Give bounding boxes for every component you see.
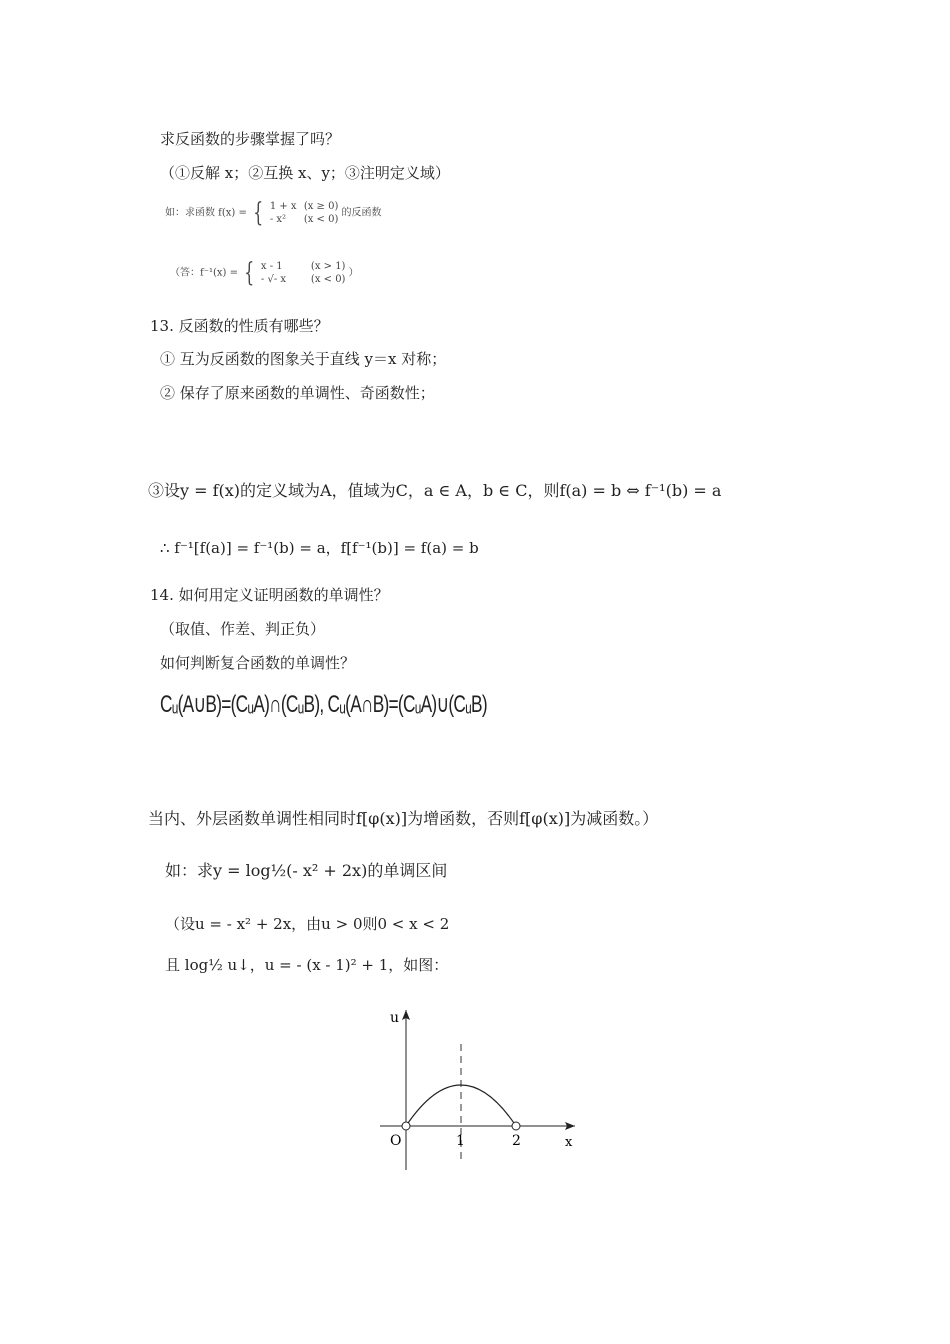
- q12-answer-cond1: (x > 1): [310, 261, 346, 272]
- q12-answer-suffix: ）: [348, 267, 359, 279]
- left-brace-icon: {: [253, 198, 264, 228]
- q13-property-1: ① 互为反函数的图象关于直线 y＝x 对称；: [160, 350, 447, 368]
- left-brace-icon: {: [244, 258, 255, 288]
- composite-example: 如：求y = log½(- x² + 2x)的单调区间: [165, 861, 448, 880]
- q12-example-case2: - x²: [269, 214, 287, 225]
- u-axis-label: u: [390, 1010, 400, 1026]
- q12-question: 求反函数的步骤掌握了吗？: [160, 130, 341, 148]
- solution-line-2: 且 log½ u↓，u = - (x - 1)² + 1，如图：: [165, 956, 449, 974]
- q13-property-2: ② 保存了原来函数的单调性、奇函数性；: [160, 384, 435, 402]
- composite-rule: 当内、外层函数单调性相同时f[φ(x)]为增函数，否则f[φ(x)]为减函数。）: [148, 809, 659, 828]
- q14-title: 14. 如何用定义证明函数的单调性？: [150, 586, 389, 604]
- q12-example-cond2: (x < 0): [303, 214, 339, 225]
- q12-answer: [170, 260, 359, 286]
- q13-title: 13. 反函数的性质有哪些？: [150, 317, 329, 335]
- x-axis-label: x: [565, 1135, 573, 1150]
- q12-example-cases: [270, 200, 339, 226]
- q12-example-suffix: 的反函数: [341, 207, 382, 219]
- tick-label-1: 1: [456, 1133, 465, 1149]
- q12-answer-prefix: （答：f⁻¹(x) =: [170, 267, 238, 279]
- q12-answer-cases: [261, 260, 346, 286]
- q12-example-cond1: (x ≥ 0): [303, 201, 339, 212]
- open-point-origin: [402, 1122, 410, 1130]
- parabola-graph: [360, 1000, 600, 1180]
- q12-answer-case2: - √- x: [260, 274, 287, 285]
- tick-label-2: 2: [512, 1133, 521, 1149]
- q14-answer: （取值、作差、判正负）: [160, 620, 326, 638]
- q12-steps: （①反解 x；②互换 x、y；③注明定义域）: [160, 164, 450, 182]
- origin-label: O: [390, 1133, 402, 1149]
- q12-answer-cond2: (x < 0): [310, 274, 346, 285]
- q12-answer-case1: x - 1: [260, 261, 283, 272]
- q14-composite-question: 如何判断复合函数的单调性？: [160, 654, 356, 672]
- q13-property-3: ③设y = f(x)的定义域为A，值域为C，a ∈ A，b ∈ C，则f(a) = b ⇔ f⁻¹(b) = a: [148, 481, 722, 500]
- solution-line-1: （设u = - x² + 2x，由u > 0则0 < x < 2: [165, 915, 450, 933]
- q12-example-prefix: 如：求函数 f(x) =: [165, 207, 247, 219]
- demorgan-formula: Cᵤ(A∪B)=(CᵤA)∩(CᵤB), Cᵤ(A∩B)=(CᵤA)∪(CᵤB): [160, 691, 487, 718]
- q12-example: [165, 200, 382, 226]
- q13-property-4: ∴ f⁻¹[f(a)] = f⁻¹(b) = a，f[f⁻¹(b)] = f(a) = b: [160, 539, 479, 557]
- open-point-2: [512, 1122, 520, 1130]
- q12-example-case1: 1 + x: [269, 201, 297, 212]
